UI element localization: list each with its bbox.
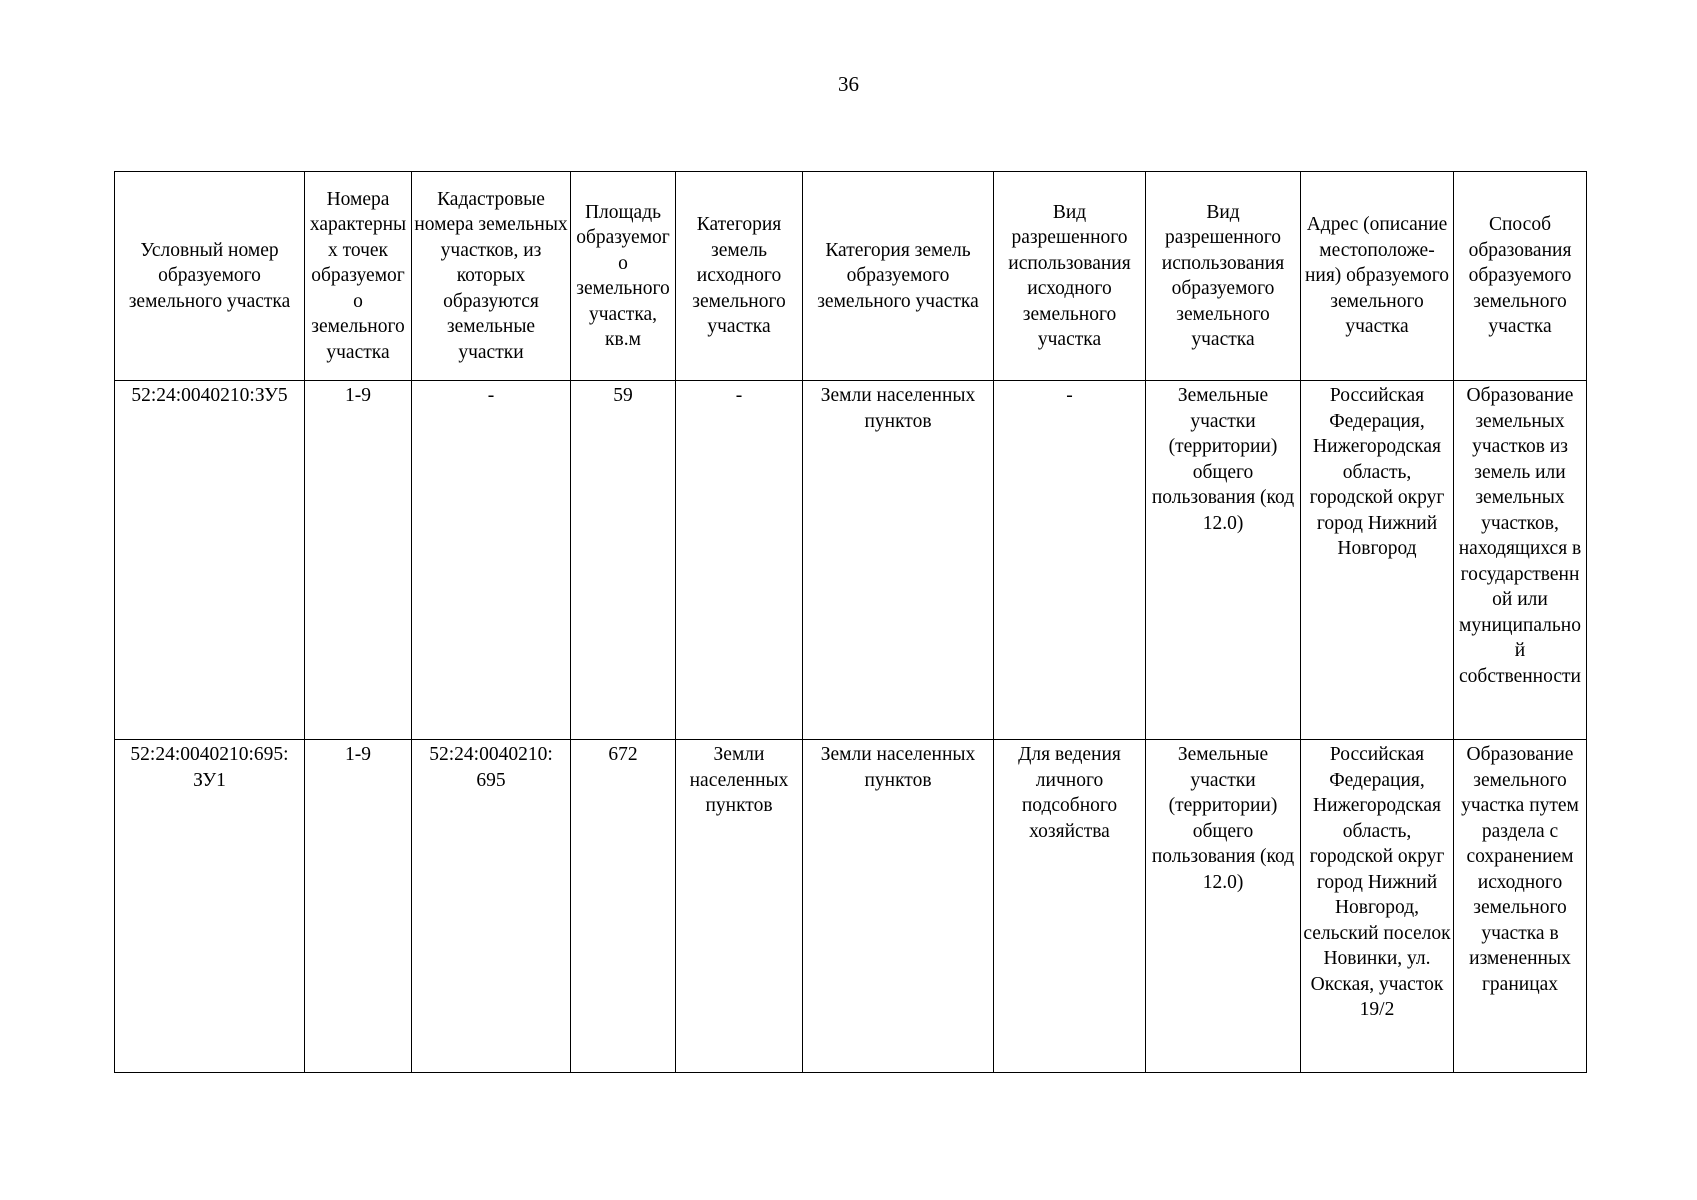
header-plot-number: Условный номер образуемого земельного участка — [115, 172, 305, 381]
table-row — [115, 740, 1587, 1073]
cell-point-numbers: 1-9 — [305, 740, 412, 1073]
header-cadastral-numbers: Кадастровые номера земельных участков, из которых образуются земельные участки — [412, 172, 571, 381]
cell-formed-category: Земли населенных пунктов — [803, 740, 994, 1073]
cell-point-numbers: 1-9 — [305, 381, 412, 740]
cell-formed-category: Земли населенных пунктов — [803, 381, 994, 740]
cell-area: 672 — [571, 740, 676, 1073]
cell-area: 59 — [571, 381, 676, 740]
cell-formation-method: Образование земельных участков из земель или земельных участков, находящихся в государственной или муниципальной собственности — [1454, 381, 1587, 740]
cell-plot-number: 52:24:0040210:ЗУ5 — [115, 381, 305, 740]
header-source-use: Вид разрешенного использования исходного земельного участка — [994, 172, 1146, 381]
header-address: Адрес (описание местоположе-ния) образуемого земельного участка — [1301, 172, 1454, 381]
cell-source-use: - — [994, 381, 1146, 740]
cell-formation-method: Образование земельного участка путем раздела с сохранением исходного земельного участка в измененных границах — [1454, 740, 1587, 1073]
table-header-row — [115, 172, 1587, 381]
header-formed-use: Вид разрешенного использования образуемого земельного участка — [1146, 172, 1301, 381]
header-point-numbers: Номера характерных точек образуемого земельного участка — [305, 172, 412, 381]
cell-source-category: Земли населенных пунктов — [676, 740, 803, 1073]
cell-formed-use: Земельные участки (территории) общего пользования (код 12.0) — [1146, 381, 1301, 740]
cell-cadastral-numbers: 52:24:0040210: 695 — [412, 740, 571, 1073]
table-row — [115, 381, 1587, 740]
cell-address: Российская Федерация, Нижегородская область, городской округ город Нижний Новгород, сельский поселок Новинки, ул. Окская, участок 19/2 — [1301, 740, 1454, 1073]
cell-cadastral-numbers: - — [412, 381, 571, 740]
header-formed-category: Категория земель образуемого земельного участка — [803, 172, 994, 381]
header-formation-method: Способ образования образуемого земельного участка — [1454, 172, 1587, 381]
cell-source-use: Для ведения личного подсобного хозяйства — [994, 740, 1146, 1073]
page-number: 36 — [838, 72, 859, 96]
header-area: Площадь образуемого земельного участка, кв.м — [571, 172, 676, 381]
cell-address: Российская Федерация, Нижегородская область, городской округ город Нижний Новгород — [1301, 381, 1454, 740]
cell-source-category: - — [676, 381, 803, 740]
header-source-category: Категория земель исходного земельного участка — [676, 172, 803, 381]
cell-formed-use: Земельные участки (территории) общего пользования (код 12.0) — [1146, 740, 1301, 1073]
cell-plot-number: 52:24:0040210:695: ЗУ1 — [115, 740, 305, 1073]
land-plots-table — [114, 171, 1587, 1073]
